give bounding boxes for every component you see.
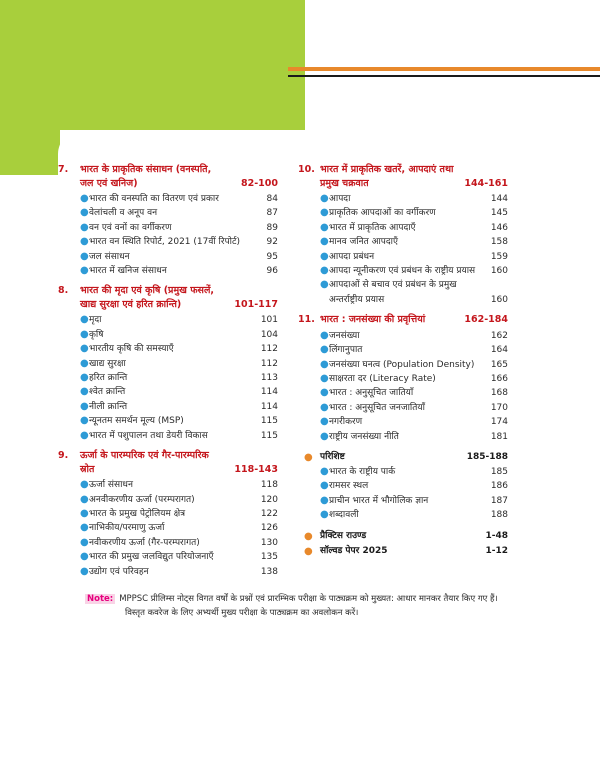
bullet-icon: ● xyxy=(320,480,329,492)
toc-item[interactable] xyxy=(298,235,508,249)
toc-item-label: भारत : अनुसूचित जातियाँ xyxy=(329,388,414,399)
toc-item-label: भारत की वनस्पति का वितरण एवं प्रकार xyxy=(89,194,219,204)
extra-label: सॉल्वड पेपर 2025 xyxy=(320,545,388,556)
toc-item[interactable] xyxy=(298,479,508,493)
toc-item-page: 164 xyxy=(490,345,508,356)
section-heading[interactable] xyxy=(298,313,508,327)
section-title-line-2: प्रमुख चक्रवात xyxy=(320,177,369,189)
bullet-icon: ● xyxy=(80,207,89,219)
toc-item-label: वन एवं वनों का वर्गीकरण xyxy=(89,222,172,233)
toc-item[interactable] xyxy=(298,206,508,220)
toc-item-page: 146 xyxy=(490,222,508,233)
bullet-icon: ● xyxy=(80,265,89,277)
toc-item[interactable] xyxy=(58,328,278,342)
toc-item-label: नाभिकीय/परमाणु ऊर्जा xyxy=(89,523,165,534)
toc-item-page: 114 xyxy=(260,401,278,412)
toc-item[interactable] xyxy=(298,343,508,357)
toc-item[interactable] xyxy=(58,478,278,492)
toc-item-page: 130 xyxy=(260,537,278,548)
section-title-line-2: स्रोत xyxy=(80,463,95,475)
appendix-heading[interactable] xyxy=(298,450,508,465)
extra-entry[interactable] xyxy=(298,544,508,559)
toc-item[interactable] xyxy=(58,493,278,507)
toc-item-page: 122 xyxy=(260,508,278,519)
toc-item[interactable] xyxy=(58,565,278,579)
toc-item-label: भारत में खनिज संसाधन xyxy=(89,266,167,277)
toc-item-label: भारत में प्राकृतिक आपदाएँ xyxy=(329,222,416,233)
toc-item[interactable] xyxy=(58,221,278,235)
toc-item[interactable] xyxy=(298,430,508,444)
bullet-icon: ● xyxy=(320,236,329,248)
toc-item-label: आपदा न्यूनीकरण एवं प्रबंधन के राष्ट्रीय प्रयास xyxy=(329,266,476,277)
toc-item-page: 170 xyxy=(490,402,508,413)
toc-section xyxy=(298,313,508,444)
bullet-icon: ● xyxy=(320,221,329,233)
bullet-icon: ● xyxy=(320,344,329,356)
toc-item-label: आपदाओं से बचाव एवं प्रबंधन के प्रमुख अन्तर्राष्ट्रीय प्रयास xyxy=(329,280,457,305)
black-rule xyxy=(288,75,600,77)
toc-item-label: नगरीकरण xyxy=(329,417,363,428)
toc-item-page: 186 xyxy=(490,481,508,492)
toc-item-page: 114 xyxy=(260,387,278,398)
bullet-icon: ● xyxy=(80,565,89,577)
bullet-icon: ● xyxy=(320,416,329,428)
toc-item-label: राष्ट्रीय जनसंख्या नीति xyxy=(329,431,399,442)
toc-item-page: 118 xyxy=(260,480,278,491)
toc-item-label: उद्योग एवं परिवहन xyxy=(89,566,149,577)
toc-item-page: 113 xyxy=(260,373,278,384)
toc-item-page: 188 xyxy=(490,510,508,521)
bullet-icon: ● xyxy=(304,530,313,542)
section-page-range: 101-117 xyxy=(234,298,278,310)
bullet-icon: ● xyxy=(80,415,89,427)
toc-item-page: 101 xyxy=(260,315,278,326)
toc-item-page: 160 xyxy=(490,266,508,277)
toc-item-label: भारत : अनुसूचित जनजातियाँ xyxy=(329,402,425,413)
toc-item-page: 112 xyxy=(260,344,278,355)
toc-item-label: प्राचीन भारत में भौगोलिक ज्ञान xyxy=(329,495,429,506)
note-line-2: विस्तृत कवरेज के लिए अभ्यर्थी मुख्य परीक्षा के पाठ्यक्रम का अवलोकन करें। xyxy=(125,608,359,618)
section-page-range: 118-143 xyxy=(234,463,278,475)
toc-right-column xyxy=(298,163,508,559)
toc-item-page: 160 xyxy=(490,294,508,305)
bullet-icon: ● xyxy=(80,479,89,491)
bullet-icon: ● xyxy=(320,509,329,521)
toc-item[interactable] xyxy=(298,250,508,264)
section-heading[interactable] xyxy=(298,163,508,190)
section-heading[interactable] xyxy=(58,449,278,476)
bullet-icon: ● xyxy=(80,372,89,384)
toc-item-label: अनवीकरणीय ऊर्जा (परम्परागत) xyxy=(89,494,195,505)
toc-item-page: 187 xyxy=(490,495,508,506)
toc-item-label: मृदा xyxy=(89,315,102,326)
toc-section xyxy=(58,449,278,579)
toc-item-page: 162 xyxy=(490,330,508,341)
toc-item-page: 126 xyxy=(260,523,278,534)
bullet-icon: ● xyxy=(320,387,329,399)
note-line-1: MPPSC प्रीलिम्स नोट्स विगत वर्षों के प्रश्नों एवं प्रारम्भिक परीक्षा के पाठ्यक्रम को मुख्यत: आधार मानकर तैयार किए गए हैं। xyxy=(119,594,498,604)
bullet-icon: ● xyxy=(320,401,329,413)
bullet-icon: ● xyxy=(320,372,329,384)
toc-item-label: खाद्य सुरक्षा xyxy=(89,358,126,369)
bullet-icon: ● xyxy=(80,250,89,262)
appendix-section xyxy=(298,450,508,523)
toc-item-page: 174 xyxy=(490,417,508,428)
toc-item-label: भारत में पशुपालन तथा डेयरी विकास xyxy=(89,430,208,441)
extra-range: 1-48 xyxy=(485,530,508,541)
toc-item-page: 87 xyxy=(266,208,278,219)
bullet-icon: ● xyxy=(320,430,329,442)
section-heading[interactable] xyxy=(58,163,278,190)
toc-item[interactable] xyxy=(298,415,508,429)
bullet-icon: ● xyxy=(80,343,89,355)
toc-item[interactable] xyxy=(298,358,508,372)
toc-item-page: 96 xyxy=(266,266,278,277)
section-title-line-1: भारत की मृदा एवं कृषि (प्रमुख फसलें, xyxy=(80,285,215,297)
toc-item[interactable] xyxy=(58,400,278,414)
toc-item[interactable] xyxy=(58,521,278,535)
toc-item-label: कृषि xyxy=(89,329,104,340)
bullet-icon: ● xyxy=(320,466,329,477)
bullet-icon: ● xyxy=(320,193,329,204)
toc-item-page: 115 xyxy=(260,416,278,427)
section-page-range: 162-184 xyxy=(464,314,508,326)
toc-item[interactable] xyxy=(298,264,508,278)
orange-rule xyxy=(288,67,600,71)
toc-item[interactable] xyxy=(58,414,278,428)
toc-item[interactable] xyxy=(298,401,508,415)
toc-item[interactable] xyxy=(58,550,278,564)
toc-item[interactable] xyxy=(58,250,278,264)
toc-item-label: भारत के राष्ट्रीय पार्क xyxy=(329,467,396,477)
toc-item-page: 168 xyxy=(490,388,508,399)
toc-section xyxy=(58,163,278,278)
toc-item-page: 112 xyxy=(260,358,278,369)
toc-item[interactable] xyxy=(58,342,278,356)
toc-item-label: वेलांचली व अनूप वन xyxy=(89,208,158,219)
toc-item[interactable] xyxy=(58,264,278,278)
bullet-icon: ● xyxy=(80,236,89,248)
toc-item[interactable] xyxy=(58,192,278,206)
toc-item-page: 115 xyxy=(260,430,278,441)
toc-item-label: श्वेत क्रान्ति xyxy=(89,387,126,398)
bullet-icon: ● xyxy=(80,328,89,340)
toc-item-page: 158 xyxy=(490,237,508,248)
bullet-icon: ● xyxy=(304,545,313,557)
toc-item[interactable] xyxy=(58,357,278,371)
bullet-icon: ● xyxy=(320,250,329,262)
appendix-range: 185-188 xyxy=(466,452,508,462)
toc-item[interactable] xyxy=(298,508,508,522)
toc-item[interactable] xyxy=(58,385,278,399)
toc-item[interactable] xyxy=(298,372,508,386)
bullet-icon: ● xyxy=(320,207,329,219)
toc-item[interactable] xyxy=(58,507,278,521)
toc-item-label: जनसंख्या xyxy=(329,330,360,341)
extra-range: 1-12 xyxy=(485,545,508,556)
section-number: 7. xyxy=(58,164,69,175)
section-title-line-1: भारत में प्राकृतिक खतरें, आपदाएं तथा xyxy=(320,164,454,175)
toc-item-label: भारत वन स्थिति रिपोर्ट, 2021 (17वीं रिपोर्ट) xyxy=(89,237,241,248)
section-title-line-1: ऊर्जा के पारम्परिक एवं गैर-पारम्परिक xyxy=(80,450,209,462)
toc-item-page: 104 xyxy=(260,329,278,340)
toc-item[interactable] xyxy=(298,278,508,307)
toc-item-page: 165 xyxy=(490,359,508,370)
toc-item-label: भारत के प्रमुख पेट्रोलियम क्षेत्र xyxy=(89,508,186,519)
toc-item-label: मानव जनित आपदाएँ xyxy=(329,237,398,248)
bullet-icon: ● xyxy=(320,279,329,291)
toc-item-page: 89 xyxy=(266,222,278,233)
toc-section xyxy=(58,284,278,443)
bullet-icon: ● xyxy=(80,551,89,563)
toc-item-label: आपदा प्रबंधन xyxy=(329,251,375,262)
section-number: 8. xyxy=(58,285,69,297)
toc-item-page: 166 xyxy=(490,373,508,384)
bullet-icon: ● xyxy=(80,493,89,505)
bullet-icon: ● xyxy=(304,452,313,463)
extra-label: प्रैक्टिस राउण्ड xyxy=(320,530,367,541)
toc-item-label: रामसर स्थल xyxy=(329,481,369,492)
bullet-icon: ● xyxy=(320,329,329,341)
bullet-icon: ● xyxy=(320,494,329,506)
toc-item-page: 159 xyxy=(490,251,508,262)
toc-item[interactable] xyxy=(58,429,278,443)
toc-item[interactable] xyxy=(58,313,278,327)
bullet-icon: ● xyxy=(80,429,89,441)
toc-item-label: लिंगानुपात xyxy=(329,345,363,356)
toc-item[interactable] xyxy=(298,221,508,235)
toc-item-page: 144 xyxy=(490,194,508,204)
toc-item-page: 185 xyxy=(490,467,508,477)
toc-item-page: 181 xyxy=(490,431,508,442)
bullet-icon: ● xyxy=(80,536,89,548)
bullet-icon: ● xyxy=(80,221,89,233)
toc-item[interactable] xyxy=(298,386,508,400)
section-page-range: 82-100 xyxy=(241,177,278,189)
green-side-strip xyxy=(0,0,60,175)
bullet-icon: ● xyxy=(80,400,89,412)
toc-item[interactable] xyxy=(298,329,508,343)
bullet-icon: ● xyxy=(80,193,89,204)
toc-left-column xyxy=(58,163,278,585)
section-number: 9. xyxy=(58,450,69,462)
section-title-line-2: खाद्य सुरक्षा एवं हरित क्रान्ति) xyxy=(80,298,182,310)
bullet-icon: ● xyxy=(320,265,329,277)
toc-item-label: नवीकरणीय ऊर्जा (गैर-परम्परागत) xyxy=(89,537,200,548)
toc-item[interactable] xyxy=(298,192,508,206)
toc-item[interactable] xyxy=(58,371,278,385)
toc-item-label: नीली क्रान्ति xyxy=(89,401,128,412)
toc-item-label: शब्दावली xyxy=(329,510,359,521)
toc-item-label: ऊर्जा संसाधन xyxy=(89,480,133,491)
toc-item[interactable] xyxy=(298,494,508,508)
toc-item-page: 145 xyxy=(490,208,508,219)
toc-item-label: प्राकृतिक आपदाओं का वर्गीकरण xyxy=(329,208,436,219)
toc-item-page: 95 xyxy=(266,251,278,262)
extra-entry[interactable] xyxy=(298,529,508,544)
bullet-icon: ● xyxy=(80,386,89,398)
toc-item-label: हरित क्रान्ति xyxy=(89,373,128,384)
section-number: 11. xyxy=(298,314,315,326)
toc-item-label: आपदा xyxy=(329,194,351,204)
bullet-icon: ● xyxy=(80,522,89,534)
toc-item[interactable] xyxy=(58,235,278,249)
toc-item-page: 120 xyxy=(260,494,278,505)
section-number: 10. xyxy=(298,164,315,175)
appendix-label: परिशिष्ट xyxy=(320,452,345,462)
toc-item-page: 84 xyxy=(266,194,278,204)
bullet-icon: ● xyxy=(80,507,89,519)
toc-item-page: 138 xyxy=(260,566,278,577)
toc-section xyxy=(298,163,508,307)
section-title-line-2: भारत : जनसंख्या की प्रवृत्तियां xyxy=(320,314,426,326)
toc-item[interactable] xyxy=(58,536,278,550)
toc-item-page: 135 xyxy=(260,552,278,563)
section-title-line-2: जल एवं खनिज) xyxy=(80,177,138,189)
toc-item[interactable] xyxy=(298,465,508,479)
toc-item-label: साक्षरता दर (Literacy Rate) xyxy=(329,373,436,384)
bullet-icon: ● xyxy=(320,358,329,370)
toc-item-label: जनसंख्या घनत्व (Population Density) xyxy=(329,359,475,370)
toc-item-label: न्यूनतम समर्थन मूल्य (MSP) xyxy=(89,416,184,427)
toc-item[interactable] xyxy=(58,206,278,220)
bullet-icon: ● xyxy=(80,357,89,369)
toc-item-label: भारत की प्रमुख जलविद्युत परियोजनाएँ xyxy=(89,552,214,563)
section-page-range: 144-161 xyxy=(464,177,508,189)
toc-item-label: जल संसाधन xyxy=(89,251,130,262)
toc-item-label: भारतीय कृषि की समस्याएँ xyxy=(89,344,174,355)
toc-item-page: 92 xyxy=(266,237,278,248)
note xyxy=(85,592,525,620)
note-label: Note: xyxy=(87,594,114,604)
section-title-line-1: भारत के प्राकृतिक संसाधन (वनस्पति, xyxy=(80,164,212,175)
bullet-icon: ● xyxy=(80,314,89,326)
section-heading[interactable] xyxy=(58,284,278,311)
